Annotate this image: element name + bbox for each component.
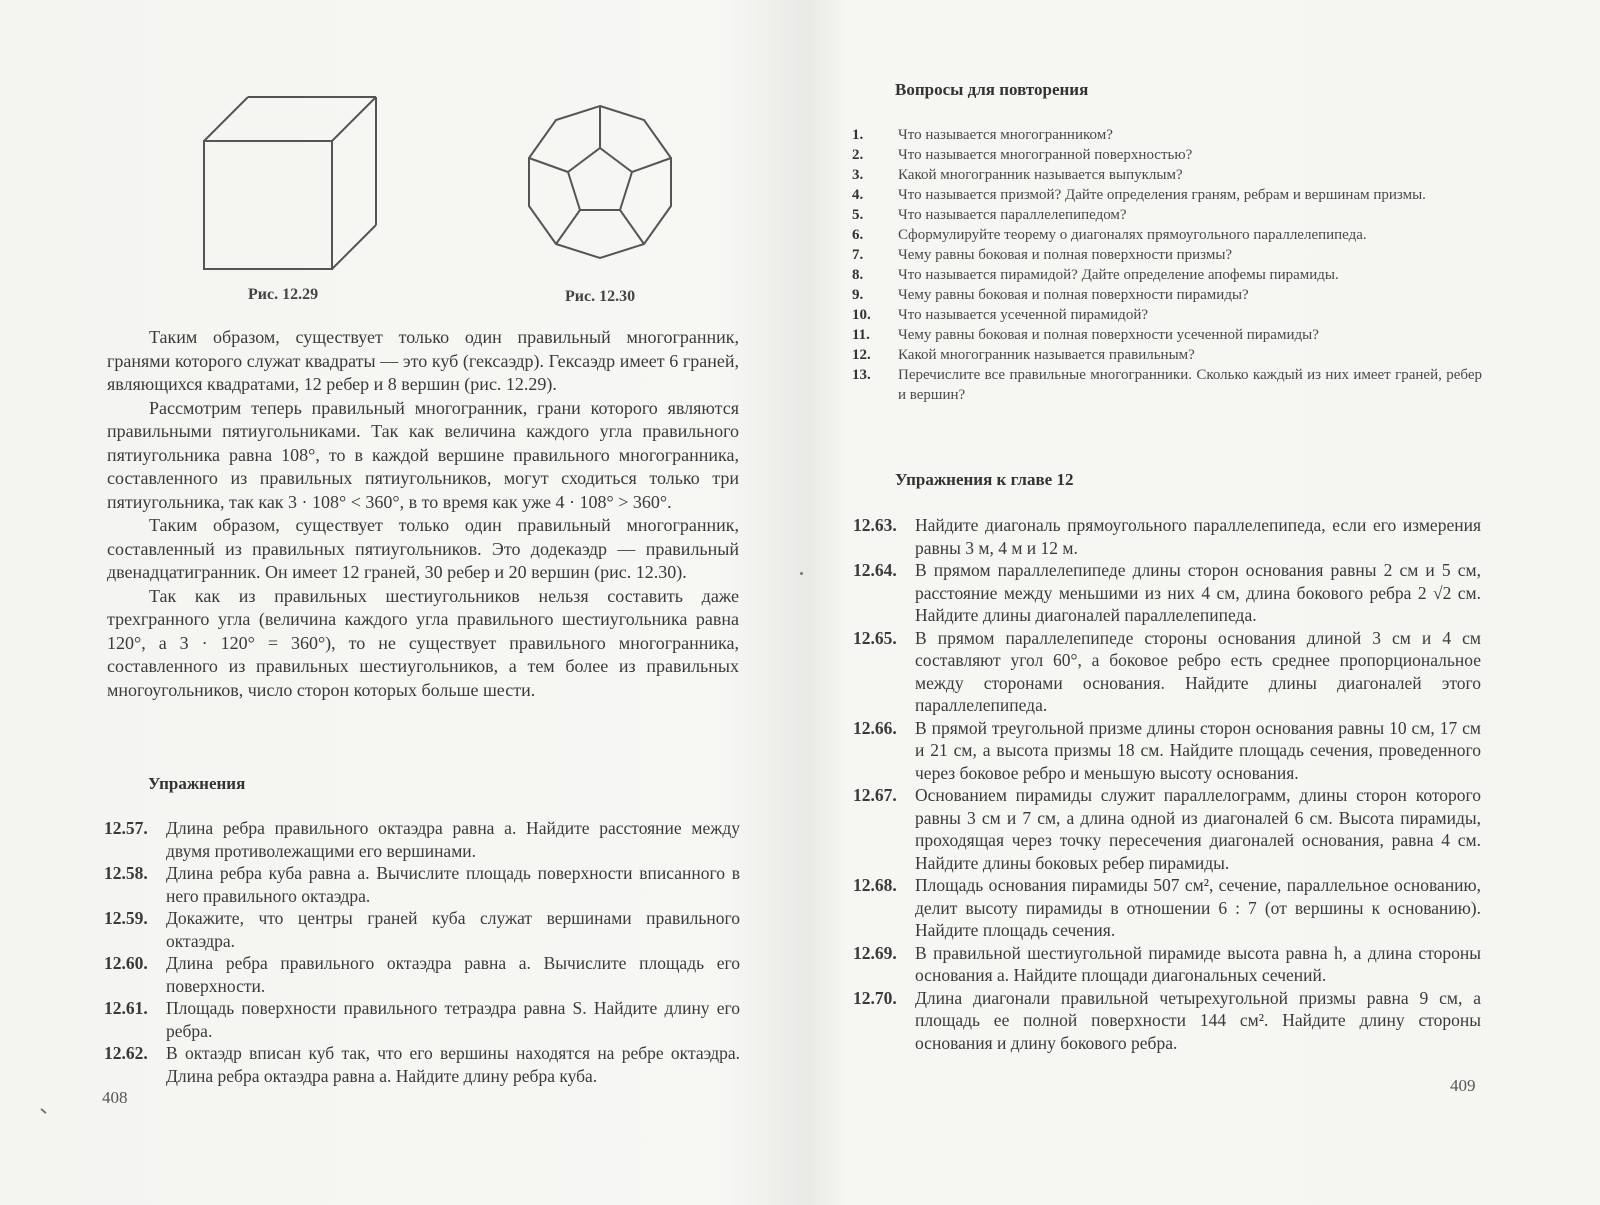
scan-mark	[800, 572, 803, 575]
question-item	[852, 285, 1482, 305]
exercise-number: 12.62.	[104, 1043, 148, 1063]
exercise-item	[104, 817, 740, 862]
question-item	[852, 125, 1482, 145]
cube-icon	[200, 93, 385, 273]
question-text: Что называется пирамидой? Дайте определение апофемы пирамиды.	[898, 267, 1339, 283]
question-number: 5.	[852, 207, 864, 223]
chapter-exercise-list	[853, 514, 1481, 1054]
cube-figure	[200, 93, 385, 273]
question-item	[852, 205, 1482, 225]
paragraph: Таким образом, существует только один правильный многогранник, составленный из правильных пятиугольников. Это додекаэдр — правильный двенадцатигранник. Он имеет 12 граней, 30 ребер и 20 вершин (рис. 12.30).	[107, 515, 739, 582]
exercise-number: 12.68.	[853, 875, 897, 895]
question-text: Что называется усеченной пирамидой?	[898, 307, 1148, 323]
exercises-heading: Упражнения	[148, 774, 246, 793]
question-list	[852, 125, 1482, 405]
exercise-number: 12.66.	[853, 717, 897, 738]
body-text	[107, 326, 739, 702]
paragraph: Таким образом, существует только один правильный многогранник, гранями которого служат квадраты — это куб (гексаэдр). Гексаэдр имеет 6 граней, являющихся квадратами, 12 ребер и 8 вершин (рис. 12.29).	[107, 327, 739, 394]
exercise-item	[104, 997, 740, 1042]
question-number: 10.	[852, 307, 871, 323]
question-item	[852, 325, 1482, 345]
exercise-text: Площадь поверхности правильного тетраэдра равна S. Найдите длину его ребра.	[166, 998, 740, 1041]
questions-heading: Вопросы для повторения	[895, 80, 1089, 99]
exercise-item	[104, 1042, 740, 1087]
exercise-text: В прямом параллелепипеде стороны основания длиной 3 см и 4 см составляют угол 60°, а боковое ребро есть среднее пропорциональное между сторонами основания. Найдите длины диагоналей этого параллелепипеда.	[915, 627, 1481, 715]
exercise-item	[853, 627, 1481, 717]
exercise-item	[104, 907, 740, 952]
exercise-item	[853, 942, 1481, 987]
exercise-number: 12.70.	[853, 987, 897, 1008]
question-number: 1.	[852, 127, 864, 143]
page-number-left: 408	[102, 1088, 128, 1107]
exercise-number: 12.69.	[853, 942, 897, 963]
figure-caption-12-29: Рис. 12.29	[248, 286, 319, 303]
scan-mark	[40, 1108, 47, 1114]
question-number: 11.	[852, 327, 870, 343]
exercise-number: 12.61.	[104, 998, 148, 1018]
question-number: 6.	[852, 227, 864, 243]
exercise-text: Длина ребра правильного октаэдра равна a. Найдите расстояние между двумя противолежащими его вершинами.	[166, 818, 740, 861]
question-item	[852, 305, 1482, 325]
question-item	[852, 365, 1482, 405]
question-text: Что называется параллелепипедом?	[898, 207, 1127, 223]
exercise-item	[104, 952, 740, 997]
exercise-item	[853, 987, 1481, 1055]
question-item	[852, 225, 1482, 245]
question-number: 7.	[852, 247, 864, 263]
question-item	[852, 185, 1482, 205]
exercise-item	[104, 862, 740, 907]
exercise-text: Длина диагонали правильной четырехугольной призмы равна 9 см, а площадь ее полной поверхности 144 см². Найдите длину стороны основания и длину бокового ребра.	[915, 987, 1481, 1053]
exercise-text: В прямой треугольной призме длины сторон основания равны 10 см, 17 см и 21 см, а высота призмы 18 см. Найдите площадь сечения, проведенного через боковое ребро и меньшую высоту основания.	[915, 717, 1481, 783]
figure-caption-12-30: Рис. 12.30	[565, 288, 636, 305]
exercise-text: В правильной шестиугольной пирамиде высота равна h, а длина стороны основания a. Найдите площади диагональных сечений.	[915, 942, 1481, 985]
exercise-item	[853, 514, 1481, 559]
question-item	[852, 245, 1482, 265]
page-number-right: 409	[1450, 1076, 1476, 1095]
exercise-number: 12.59.	[104, 908, 148, 928]
paragraph: Рассмотрим теперь правильный многогранник, грани которого являются правильными пятиугольниками. Так как величина каждого угла правильного пятиугольника равна 108°, то в каждой вершине правильного многогранника, составленного из правильных пятиугольников, могут сходиться только три пятиугольника, так как 3 · 108° < 360°, в то время как уже 4 · 108° > 360°.	[107, 397, 739, 512]
exercise-text: Площадь основания пирамиды 507 см², сечение, параллельное основанию, делит высоту пирамиды в отношении 6 : 7 (от вершины к основанию). Найдите площадь сечения.	[915, 875, 1481, 940]
exercise-number: 12.64.	[853, 560, 897, 580]
question-number: 9.	[852, 287, 864, 303]
question-text: Перечислите все правильные многогранники. Сколько каждый из них имеет граней, ребер и вершин?	[898, 367, 1482, 403]
question-item	[852, 145, 1482, 165]
exercise-text: Длина ребра куба равна a. Вычислите площадь поверхности вписанного в него правильного октаэдра.	[166, 863, 740, 906]
dodecahedron-figure	[520, 102, 680, 262]
exercise-item	[853, 874, 1481, 942]
exercise-text: Основанием пирамиды служит параллелограмм, длины сторон которого равны 3 см и 7 см, а длина одной из диагоналей 6 см. Высота пирамиды, проходящая через точку пересечения диагоналей основания, равна 4 см. Найдите длины боковых ребер пирамиды.	[915, 785, 1481, 873]
dodecahedron-icon	[520, 102, 680, 262]
exercise-number: 12.63.	[853, 515, 897, 535]
question-item	[852, 165, 1482, 185]
question-text: Что называется призмой? Дайте определения граням, ребрам и вершинам призмы.	[898, 187, 1426, 203]
question-item	[852, 265, 1482, 285]
chapter-exercises-heading: Упражнения к главе 12	[895, 470, 1074, 489]
exercise-text: Найдите диагональ прямоугольного параллелепипеда, если его измерения равны 3 м, 4 м и 12 м.	[915, 515, 1481, 558]
question-text: Какой многогранник называется правильным?	[898, 347, 1195, 363]
exercise-number: 12.57.	[104, 818, 148, 838]
exercise-item	[853, 717, 1481, 785]
exercise-item	[853, 784, 1481, 874]
question-text: Какой многогранник называется выпуклым?	[898, 167, 1183, 183]
exercise-text: Длина ребра правильного октаэдра равна a. Вычислите площадь его поверхности.	[166, 953, 740, 996]
exercise-number: 12.58.	[104, 863, 148, 883]
question-text: Сформулируйте теорему о диагоналях прямоугольного параллелепипеда.	[898, 227, 1367, 243]
right-page	[820, 0, 1600, 1205]
question-number: 12.	[852, 347, 871, 363]
exercise-text: Докажите, что центры граней куба служат вершинами правильного октаэдра.	[166, 908, 740, 951]
exercise-number: 12.60.	[104, 953, 148, 973]
question-text: Что называется многогранником?	[898, 127, 1113, 143]
paragraph: Так как из правильных шестиугольников нельзя составить даже трехгранного угла (величина каждого угла правильного шестиугольника равна 120°, а 3 · 120° = 360°), то не существует правильного многогранника, составленного из правильных шестиугольников, а тем более из правильных многоугольников, число сторон которых больше шести.	[107, 585, 739, 700]
question-number: 4.	[852, 187, 864, 203]
exercise-number: 12.65.	[853, 627, 897, 648]
exercise-item	[853, 559, 1481, 627]
question-text: Чему равны боковая и полная поверхности пирамиды?	[898, 287, 1249, 303]
question-number: 8.	[852, 267, 864, 283]
question-text: Чему равны боковая и полная поверхности призмы?	[898, 247, 1233, 263]
question-item	[852, 345, 1482, 365]
question-text: Чему равны боковая и полная поверхности усеченной пирамиды?	[898, 327, 1319, 343]
question-number: 2.	[852, 147, 864, 163]
question-text: Что называется многогранной поверхностью?	[898, 147, 1193, 163]
exercise-list	[104, 817, 740, 1087]
exercise-text: В прямом параллелепипеде длины сторон основания равны 2 см и 5 см, расстояние между меньшими из них 4 см, длина бокового ребра 2 √2 см. Найдите длины диагоналей параллелепипеда.	[915, 560, 1481, 625]
question-number: 3.	[852, 167, 864, 183]
exercise-text: В октаэдр вписан куб так, что его вершины находятся на ребре октаэдра. Длина ребра октаэдра равна a. Найдите длину ребра куба.	[166, 1043, 740, 1086]
exercise-number: 12.67.	[853, 785, 897, 805]
question-number: 13.	[852, 367, 871, 383]
